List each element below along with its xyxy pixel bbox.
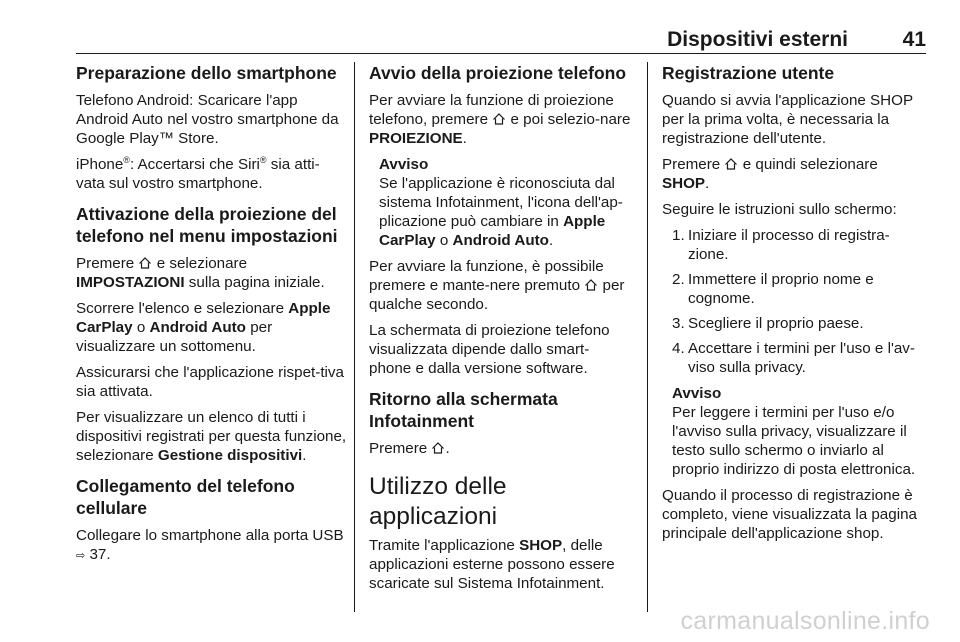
paragraph-premere-home (369, 439, 631, 458)
page-header (76, 24, 926, 54)
text-e-selezionare: e selezionare (156, 255, 248, 272)
text-sulla-pagina: sulla pagina iniziale. (188, 274, 325, 291)
note-title: Avviso (672, 385, 722, 402)
column-1 (76, 62, 348, 573)
text-avvio-1: Per avviare la funzione di proiezione telefono, premere (369, 92, 614, 128)
header-rule (76, 53, 926, 54)
text-per-visualizzare: per visualizzare un sottomenu. (76, 319, 273, 355)
column-divider-1 (354, 62, 355, 612)
step-text: Accettare i termini per l'uso e l'av-viso sulla privacy. (688, 340, 915, 376)
list-item (662, 314, 928, 333)
column-2 (369, 62, 631, 600)
registered-mark: ® (259, 155, 267, 165)
paragraph-elenco (76, 408, 348, 465)
text-e-quindi: e quindi selezionare (742, 156, 878, 173)
text-dot: . (445, 440, 450, 457)
text-tramite-2: , delle applicazioni esterne possono essere scaricate sul Sistema Infotainment. (369, 537, 615, 592)
list-item (662, 226, 928, 264)
paragraph-android: Telefono Android: Scaricare l'app Android Auto nel vostro smartphone da Google Play™ Store. (76, 92, 339, 147)
paragraph-seguire: Seguire le istruzioni sullo schermo: (662, 201, 897, 218)
step-text: Iniziare il processo di registra-zione. (688, 227, 890, 263)
column-3 (662, 62, 928, 550)
text-dot: . (462, 130, 467, 147)
label-apple-carplay: Apple CarPlay (379, 213, 606, 249)
label-proiezione: PROIEZIONE (369, 130, 463, 147)
paragraph-schermata: La schermata di proiezione telefono visualizzata dipende dallo smart-phone e dalla versione software. (369, 322, 610, 377)
note-avviso (662, 384, 928, 479)
label-android-auto: Android Auto (149, 319, 246, 336)
text-collegare: Collegare lo smartphone alla porta USB (76, 527, 344, 544)
label-apple-carplay: Apple CarPlay (76, 300, 331, 336)
page-reference: 37. (85, 546, 111, 563)
heading-collegamento: Collegamento del telefono cellulare (76, 476, 295, 518)
text-siri: : Accertarsi che Siri (129, 156, 260, 173)
heading-registrazione: Registrazione utente (662, 63, 835, 83)
home-icon (431, 441, 445, 455)
paragraph-premere-shop (662, 155, 928, 193)
text-o: o (439, 232, 449, 249)
label-android-auto: Android Auto (452, 232, 549, 249)
home-icon (138, 256, 152, 270)
registered-mark: ® (123, 155, 130, 165)
paragraph-collegare (76, 526, 348, 566)
text-iphone: iPhone (76, 156, 124, 173)
steps-list (662, 226, 928, 377)
paragraph-funzione (369, 257, 631, 314)
home-icon (724, 157, 738, 171)
heading-ritorno: Ritorno alla schermata Infotainment (369, 389, 558, 431)
step-number: 1. (672, 227, 685, 244)
page-number: 41 (902, 28, 926, 51)
text-tramite-1: Tramite l'applicazione (369, 537, 515, 554)
note-title: Avviso (379, 156, 429, 173)
text-dot: . (548, 232, 554, 249)
text-funzione-2: per qualche secondo. (369, 277, 625, 313)
note-text: Per leggere i termini per l'uso e/o l'avviso sulla privacy, visualizzare il testo sullo schermo o inviarlo al proprio indirizzo di posta elettronica. (672, 404, 916, 478)
note-avviso (369, 155, 631, 250)
paragraph-quando: Quando si avvia l'applicazione SHOP per la prima volta, è necessaria la registrazione dell'utente. (662, 92, 913, 147)
text-o: o (136, 319, 146, 336)
label-impostazioni: IMPOSTAZIONI (76, 274, 185, 291)
label-gestione-dispositivi: Gestione dispositivi (157, 447, 303, 464)
paragraph-completo: Quando il processo di registrazione è completo, viene visualizzata la pagina principale dell'applicazione shop. (662, 487, 917, 542)
watermark: carmanualsonline.info (680, 607, 930, 635)
text-premere: Premere (76, 255, 135, 272)
text-elenco: Per visualizzare un elenco di tutti i dispositivi registrati per questa funzione, selezionare (76, 409, 347, 464)
arrow-right-icon: ⇨ (76, 550, 86, 562)
text-scorrere: Scorrere l'elenco e selezionare (76, 300, 285, 317)
text-premere: Premere (662, 156, 721, 173)
text-dot: . (302, 447, 307, 464)
list-item (662, 339, 928, 377)
column-divider-2 (647, 62, 648, 612)
note-text: Se l'applicazione è riconosciuta dal sistema Infotainment, l'icona dell'ap-plicazione può cambiare in (379, 175, 623, 230)
heading-preparazione: Preparazione dello smartphone (76, 63, 337, 83)
text-attivata: sia atti-vata sul vostro smartphone. (76, 156, 320, 192)
paragraph-tramite (369, 536, 631, 593)
text-funzione-1: Per avviare la funzione, è possibile premere e mante-nere premuto (369, 258, 604, 294)
paragraph-iphone (76, 155, 348, 193)
home-icon (584, 278, 598, 292)
step-text: Immettere il proprio nome e cognome. (688, 271, 874, 307)
page-title: Dispositivi esterni (667, 28, 848, 51)
label-shop: SHOP (519, 537, 563, 554)
heading-avvio: Avvio della proiezione telefono (369, 63, 627, 83)
step-number: 2. (672, 271, 685, 288)
text-premere: Premere (369, 440, 428, 457)
step-number: 4. (672, 340, 685, 357)
label-shop: SHOP (662, 175, 706, 192)
text-avvio-2: e poi selezio-nare (510, 111, 631, 128)
paragraph-scorrere (76, 299, 348, 356)
heading-attivazione: Attivazione della proiezione del telefono nel menu impostazioni (76, 204, 338, 246)
paragraph-assicurarsi: Assicurarsi che l'applicazione rispet-tiva sia attivata. (76, 364, 344, 400)
text-dot: . (705, 175, 710, 192)
paragraph-avvio (369, 91, 631, 148)
heading-utilizzo: Utilizzo delle applicazioni (369, 473, 507, 530)
step-text: Scegliere il proprio paese. (688, 315, 864, 332)
list-item (662, 270, 928, 308)
step-number: 3. (672, 315, 685, 332)
home-icon (492, 112, 506, 126)
paragraph-premere (76, 254, 348, 292)
